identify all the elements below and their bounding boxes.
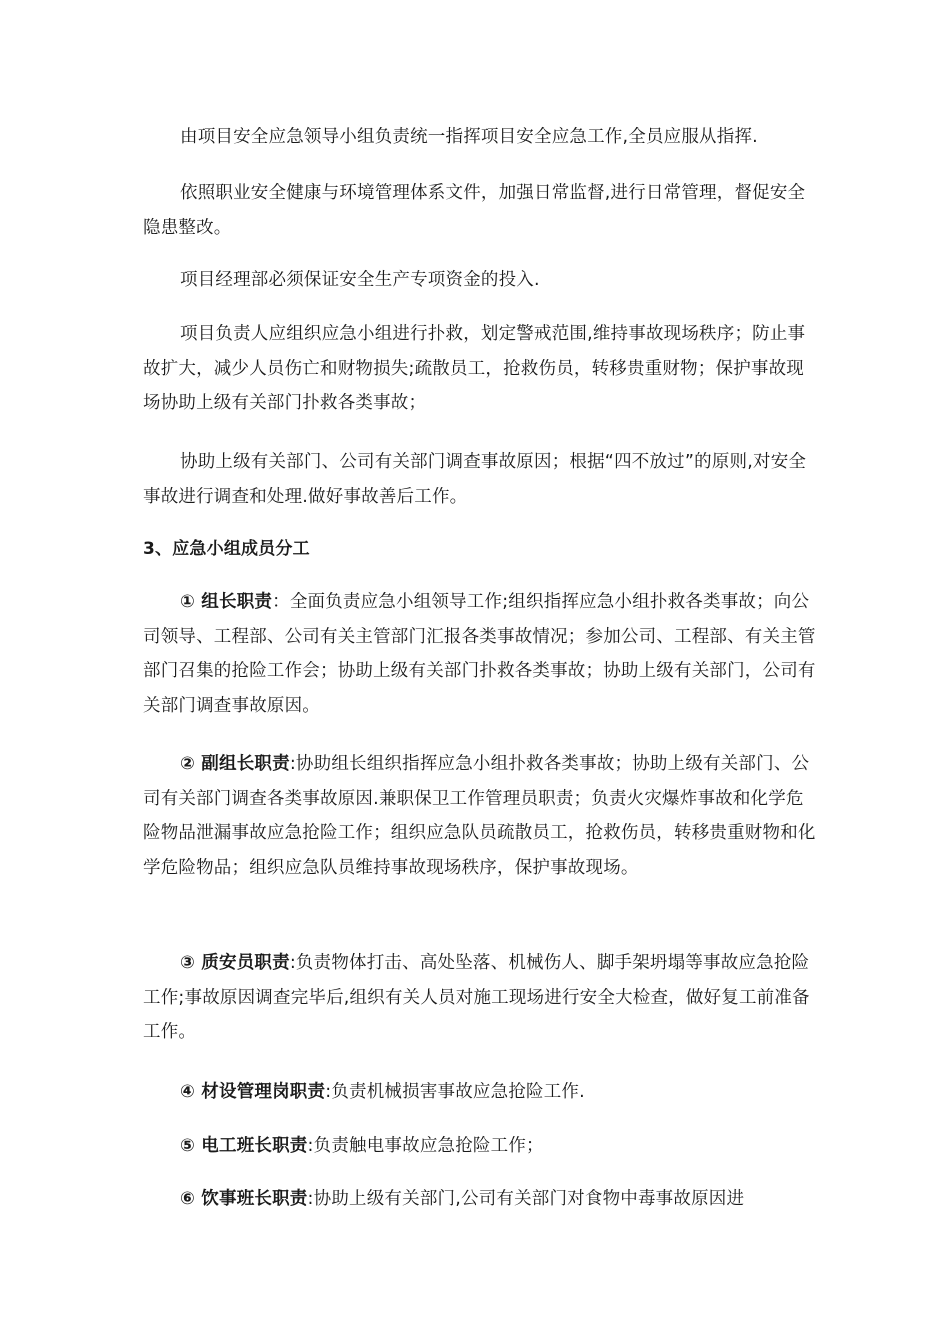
paragraph-funding: 项目经理部必须保证安全生产专项资金的投入. (180, 270, 540, 290)
section-heading: 3、应急小组成员分工 (143, 539, 310, 559)
duty-label: ① 组长职责 (180, 592, 273, 612)
duty-separator: : (307, 1189, 314, 1209)
duty-equipment-manager (143, 1075, 819, 1110)
duty-text: 负责物体打击、高处坠落、机械伤人、脚手架坍塌等事故应急抢险工作;事故原因调查完毕后,组织有关人员对施工现场进行安全大检查，做好复工前准备工作。 (143, 953, 810, 1042)
paragraph-investigation: 协助上级有关部门、公司有关部门调查事故原因；根据“四不放过”的原则,对安全事故进行调查和处理.做好事故善后工作。 (143, 452, 807, 507)
duty-electrician-leader (143, 1129, 819, 1164)
duty-label: ⑥ 饮事班长职责 (180, 1189, 308, 1209)
duty-safety-officer (143, 946, 819, 1050)
duty-separator: : (307, 1136, 314, 1156)
duty-text: 全面负责应急小组领导工作;组织指挥应急小组扑救各类事故；向公司领导、工程部、公司有关主管部门汇报各类事故情况；参加公司、工程部、有关主管部门召集的抢险工作会；协助上级有关部门扑救各类事故；协助上级有关部门，公司有关部门调查事故原因。 (143, 592, 816, 716)
duty-team-leader (143, 585, 819, 723)
duty-text: 负责触电事故应急抢险工作； (313, 1136, 544, 1156)
duty-separator: : (289, 953, 296, 973)
duty-text: 协助上级有关部门,公司有关部门对食物中毒事故原因进 (313, 1189, 745, 1209)
duty-label: ③ 质安员职责 (180, 953, 290, 973)
duty-label: ② 副组长职责 (180, 754, 290, 774)
duty-catering-leader (143, 1182, 819, 1217)
duty-label: ⑤ 电工班长职责 (180, 1136, 308, 1156)
paragraph-rescue: 项目负责人应组织应急小组进行扑救，划定警戒范围,维持事故现场秩序；防止事故扩大，减少人员伤亡和财物损失;疏散员工，抢救伤员，转移贵重财物；保护事故现场协助上级有关部门扑救各类事故； (143, 324, 806, 413)
duty-separator: : (289, 754, 296, 774)
duty-deputy-leader (143, 747, 819, 885)
duty-label: ④ 材设管理岗职责 (180, 1082, 326, 1102)
duty-text: 协助组长组织指挥应急小组扑救各类事故；协助上级有关部门、公司有关部门调查各类事故原因.兼职保卫工作管理员职责；负责火灾爆炸事故和化学危险物品泄漏事故应急抢险工作；组织应急队员疏散员工，抢救伤员，转移贵重财物和化学危险物品；组织应急队员维持事故现场秩序，保护事故现场。 (143, 754, 816, 878)
duty-separator: ： (272, 592, 290, 612)
duty-text: 负责机械损害事故应急抢险工作. (331, 1082, 585, 1102)
duty-separator: : (325, 1082, 332, 1102)
paragraph-supervision: 依照职业安全健康与环境管理体系文件，加强日常监督,进行日常管理，督促安全隐患整改。 (143, 183, 806, 238)
paragraph-command: 由项目安全应急领导小组负责统一指挥项目安全应急工作,全员应服从指挥. (180, 127, 758, 147)
